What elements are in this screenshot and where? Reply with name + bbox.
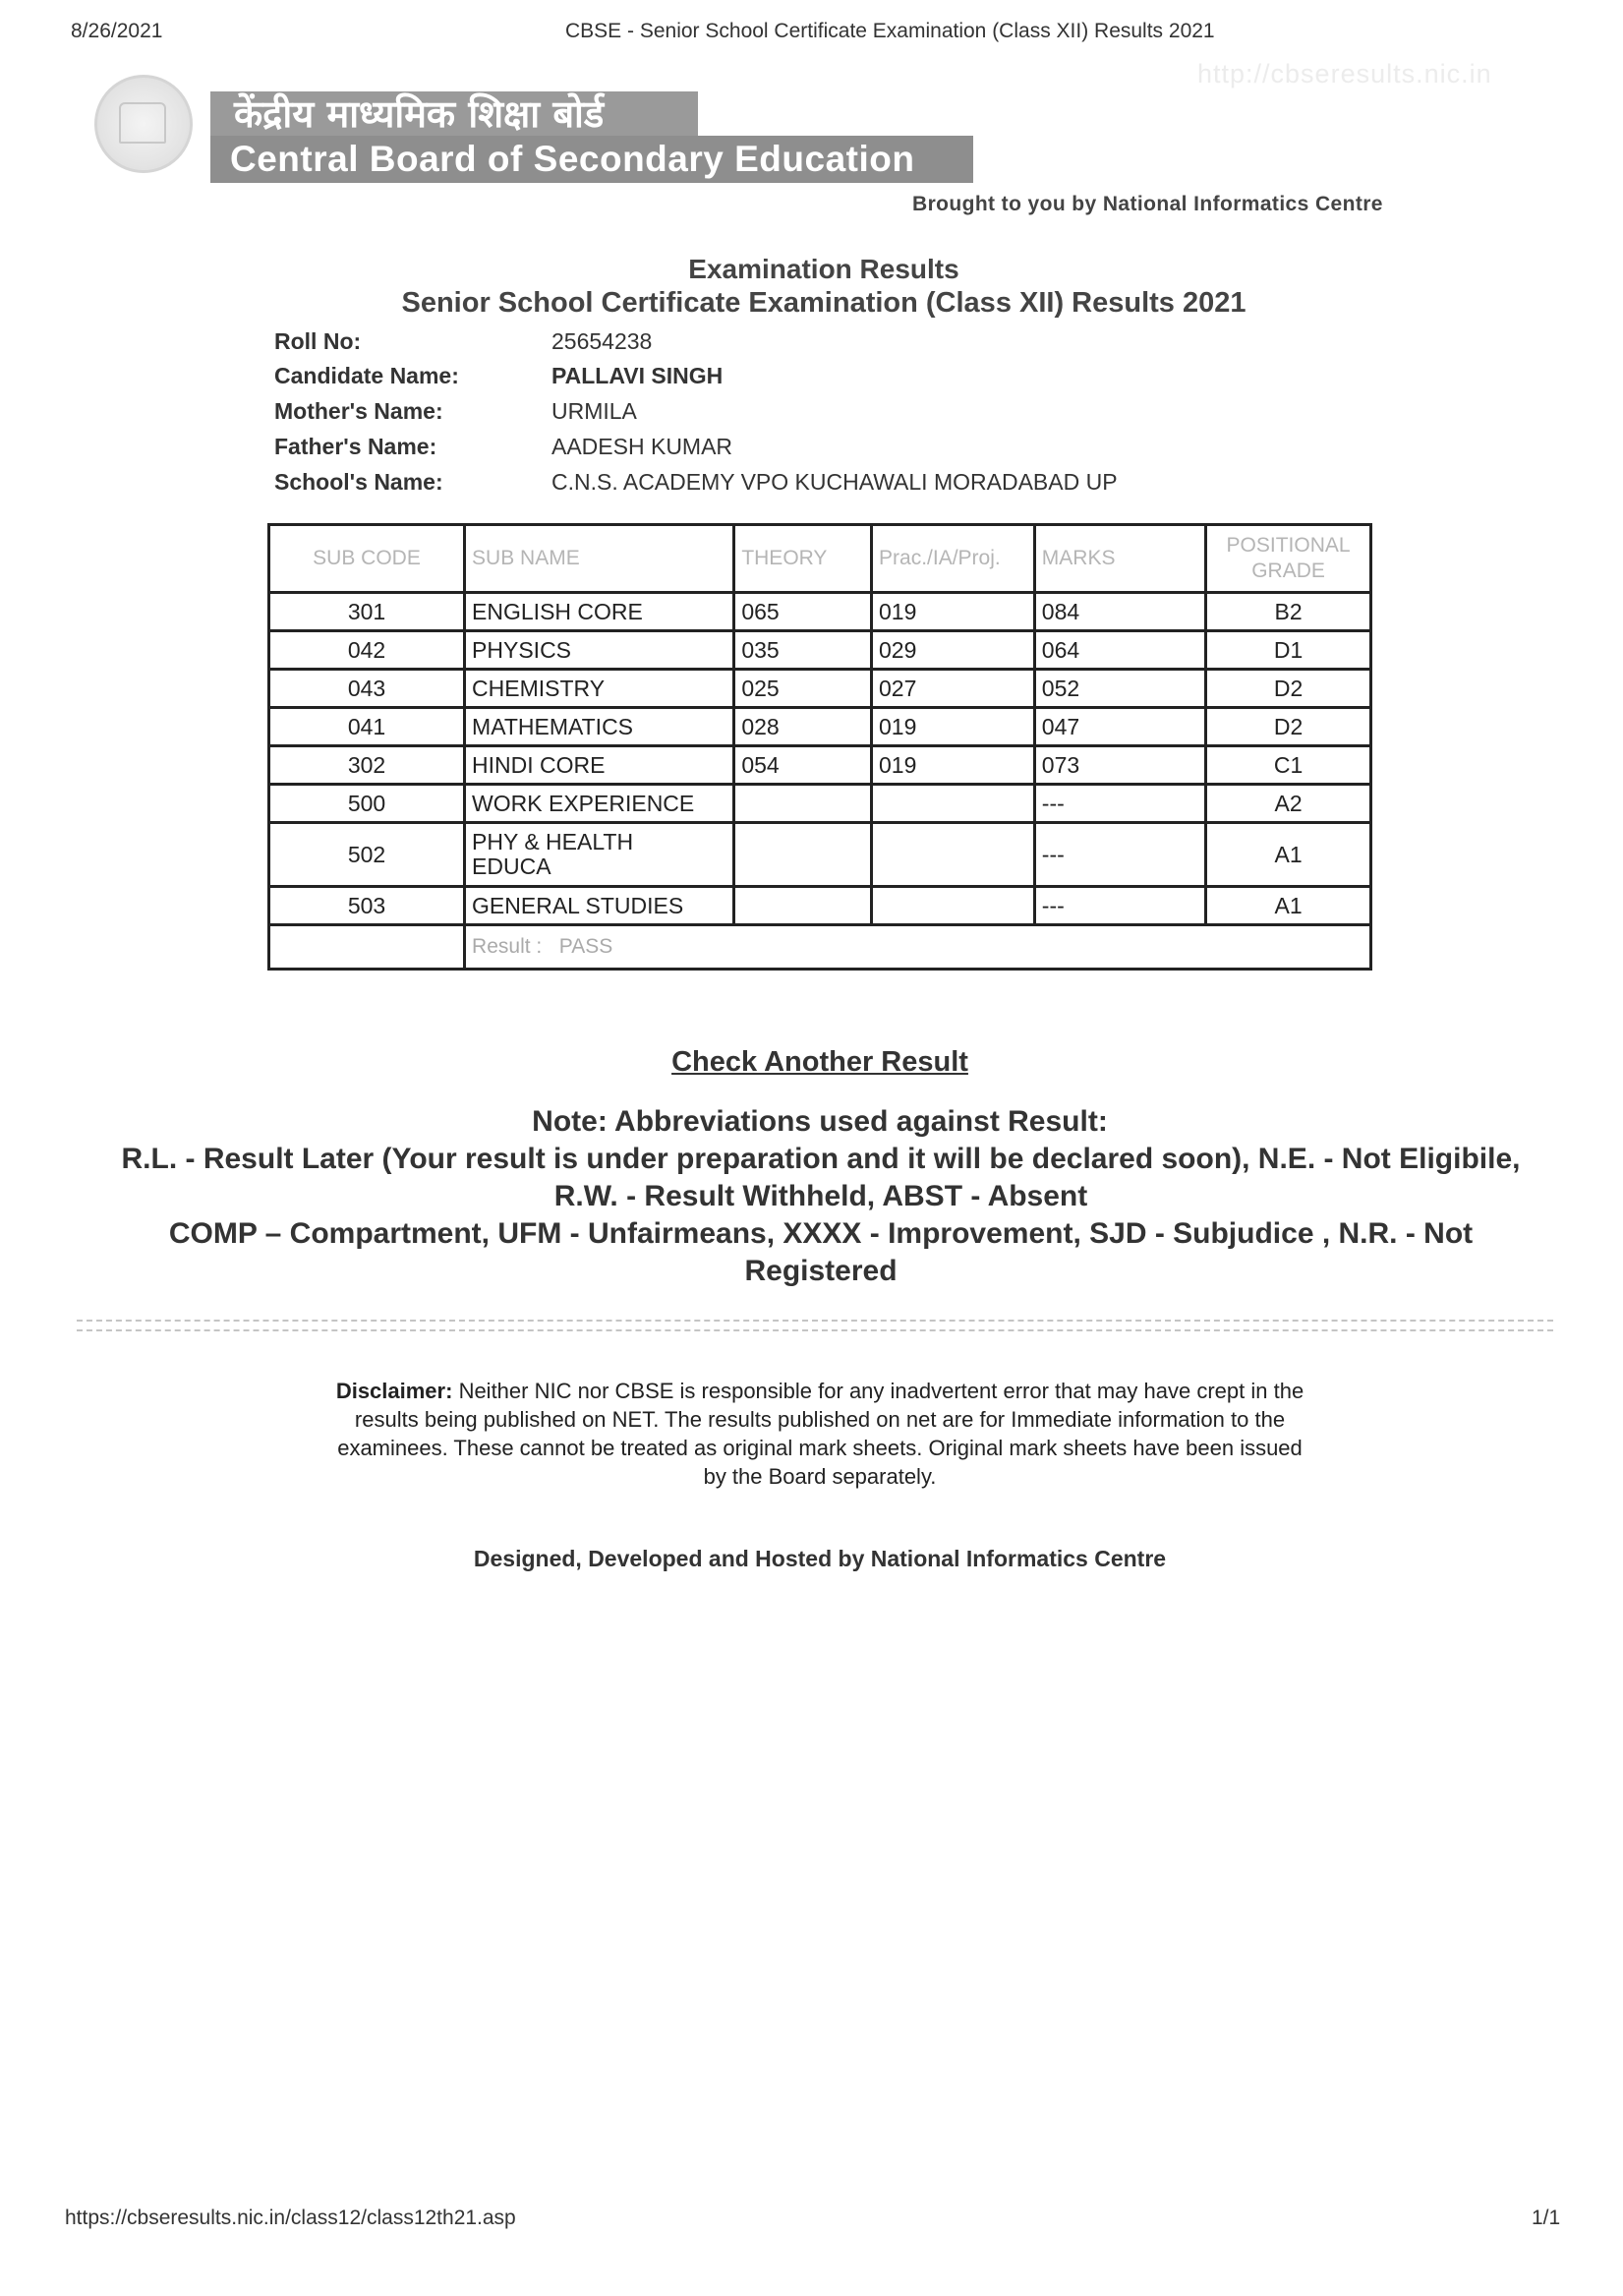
print-title: CBSE - Senior School Certificate Examination (Class XII) Results 2021 xyxy=(565,20,1215,42)
disclaimer-line: Neither NIC nor CBSE is responsible for any inadvertent error that may have crept in the xyxy=(458,1379,1304,1403)
disclaimer-label: Disclaimer: xyxy=(335,1379,453,1403)
positional-grade: A2 xyxy=(1206,785,1371,823)
practical-marks: 027 xyxy=(872,670,1035,708)
header-grade-line2: GRADE xyxy=(1251,559,1325,582)
brought-by-text: Brought to you by National Informatics Centre xyxy=(912,193,1383,215)
practical-marks xyxy=(872,785,1035,823)
disclaimer-line: results being published on NET. The results published on net are for Immediate information to the xyxy=(354,1407,1286,1432)
total-marks: 047 xyxy=(1034,708,1205,746)
marks-table xyxy=(267,523,1372,971)
abbreviation-line: Registered xyxy=(744,1255,898,1287)
seal-emblem-icon xyxy=(119,102,166,144)
print-page-number: 1/1 xyxy=(1532,2207,1561,2229)
table-row xyxy=(269,708,1371,746)
theory-marks: 025 xyxy=(734,670,872,708)
total-marks: 052 xyxy=(1034,670,1205,708)
roll-value: 25654238 xyxy=(551,328,653,354)
result-spacer xyxy=(269,925,465,970)
father-name-value: AADESH KUMAR xyxy=(551,434,733,459)
table-row xyxy=(269,631,1371,670)
abbreviation-line: R.W. - Result Withheld, ABST - Absent xyxy=(553,1180,1088,1212)
roll-label: Roll No: xyxy=(274,328,362,354)
theory-marks: 065 xyxy=(734,593,872,631)
sub-code: 043 xyxy=(269,670,465,708)
sub-name: ENGLISH CORE xyxy=(465,593,734,631)
header-sub-name: SUB NAME xyxy=(465,525,734,593)
result-cell xyxy=(465,925,1371,970)
practical-marks: 029 xyxy=(872,631,1035,670)
page-title: Examination Results xyxy=(688,254,959,284)
sub-code: 041 xyxy=(269,708,465,746)
header-grade-line1: POSITIONAL xyxy=(1226,534,1351,557)
practical-marks: 019 xyxy=(872,746,1035,785)
sub-name: CHEMISTRY xyxy=(465,670,734,708)
mother-name-label: Mother's Name: xyxy=(274,398,443,424)
sub-name xyxy=(465,823,734,887)
positional-grade: C1 xyxy=(1206,746,1371,785)
banner-hindi-name: केंद्रीय माध्यमिक शिक्षा बोर्ड xyxy=(210,91,698,137)
theory-marks: 035 xyxy=(734,631,872,670)
sub-code: 302 xyxy=(269,746,465,785)
result-row xyxy=(269,925,1371,970)
table-row xyxy=(269,887,1371,925)
positional-grade: D2 xyxy=(1206,708,1371,746)
positional-grade: D2 xyxy=(1206,670,1371,708)
theory-marks xyxy=(734,823,872,887)
abbreviation-line: COMP – Compartment, UFM - Unfairmeans, XXXX - Improvement, SJD - Subjudice , N.R. - Not xyxy=(168,1217,1474,1250)
header-sub-code: SUB CODE xyxy=(269,525,465,593)
total-marks: 064 xyxy=(1034,631,1205,670)
watermark-url: http://cbseresults.nic.in xyxy=(1197,59,1492,88)
table-header-row xyxy=(269,525,1371,593)
total-marks: 073 xyxy=(1034,746,1205,785)
positional-grade: B2 xyxy=(1206,593,1371,631)
sub-code: 503 xyxy=(269,887,465,925)
positional-grade: A1 xyxy=(1206,823,1371,887)
practical-marks: 019 xyxy=(872,593,1035,631)
practical-marks xyxy=(872,823,1035,887)
result-label: Result : xyxy=(472,935,543,958)
divider xyxy=(77,1329,1553,1331)
positional-grade: A1 xyxy=(1206,887,1371,925)
page-subtitle: Senior School Certificate Examination (Class XII) Results 2021 xyxy=(401,287,1246,319)
sub-code: 502 xyxy=(269,823,465,887)
header-practical: Prac./IA/Proj. xyxy=(872,525,1035,593)
total-marks: --- xyxy=(1034,823,1205,887)
theory-marks: 054 xyxy=(734,746,872,785)
result-value: PASS xyxy=(558,935,613,958)
table-row xyxy=(269,670,1371,708)
sub-code: 500 xyxy=(269,785,465,823)
sub-name: PHYSICS xyxy=(465,631,734,670)
theory-marks: 028 xyxy=(734,708,872,746)
table-row xyxy=(269,746,1371,785)
practical-marks: 019 xyxy=(872,708,1035,746)
theory-marks xyxy=(734,785,872,823)
school-name-label: School's Name: xyxy=(274,469,443,495)
theory-marks xyxy=(734,887,872,925)
table-row xyxy=(269,593,1371,631)
header-grade xyxy=(1206,525,1371,593)
print-date: 8/26/2021 xyxy=(71,20,163,42)
total-marks: --- xyxy=(1034,785,1205,823)
sub-name: HINDI CORE xyxy=(465,746,734,785)
banner-english-name: Central Board of Secondary Education xyxy=(210,136,973,183)
father-name-label: Father's Name: xyxy=(274,434,437,459)
sub-name: GENERAL STUDIES xyxy=(465,887,734,925)
candidate-name-label: Candidate Name: xyxy=(274,363,459,388)
abbreviation-line: R.L. - Result Later (Your result is under preparation and it will be declared soon), N.E. - Not Eligibile, xyxy=(121,1143,1521,1175)
sub-name-line1: PHY & HEALTH xyxy=(472,829,634,854)
disclaimer xyxy=(246,1377,1394,1491)
table-row xyxy=(269,823,1371,887)
total-marks: 084 xyxy=(1034,593,1205,631)
divider xyxy=(77,1320,1553,1322)
sub-name-line2: EDUCA xyxy=(472,854,551,879)
school-name-value: C.N.S. ACADEMY VPO KUCHAWALI MORADABAD UP xyxy=(551,469,1118,495)
header-theory: THEORY xyxy=(734,525,872,593)
sub-name: WORK EXPERIENCE xyxy=(465,785,734,823)
practical-marks xyxy=(872,887,1035,925)
sub-code: 042 xyxy=(269,631,465,670)
disclaimer-line: examinees. These cannot be treated as original mark sheets. Original mark sheets have been issued xyxy=(337,1436,1303,1460)
print-url: https://cbseresults.nic.in/class12/class12th21.asp xyxy=(65,2207,516,2229)
mother-name-value: URMILA xyxy=(551,398,637,424)
disclaimer-line: by the Board separately. xyxy=(703,1464,937,1489)
table-row xyxy=(269,785,1371,823)
check-another-result-link[interactable]: Check Another Result xyxy=(671,1046,968,1078)
total-marks: --- xyxy=(1034,887,1205,925)
sub-name: MATHEMATICS xyxy=(465,708,734,746)
note-heading: Note: Abbreviations used against Result: xyxy=(532,1105,1108,1138)
positional-grade: D1 xyxy=(1206,631,1371,670)
designed-by-text: Designed, Developed and Hosted by National Informatics Centre xyxy=(473,1546,1167,1571)
candidate-name-value: PALLAVI SINGH xyxy=(551,363,724,388)
header-marks: MARKS xyxy=(1034,525,1205,593)
sub-code: 301 xyxy=(269,593,465,631)
